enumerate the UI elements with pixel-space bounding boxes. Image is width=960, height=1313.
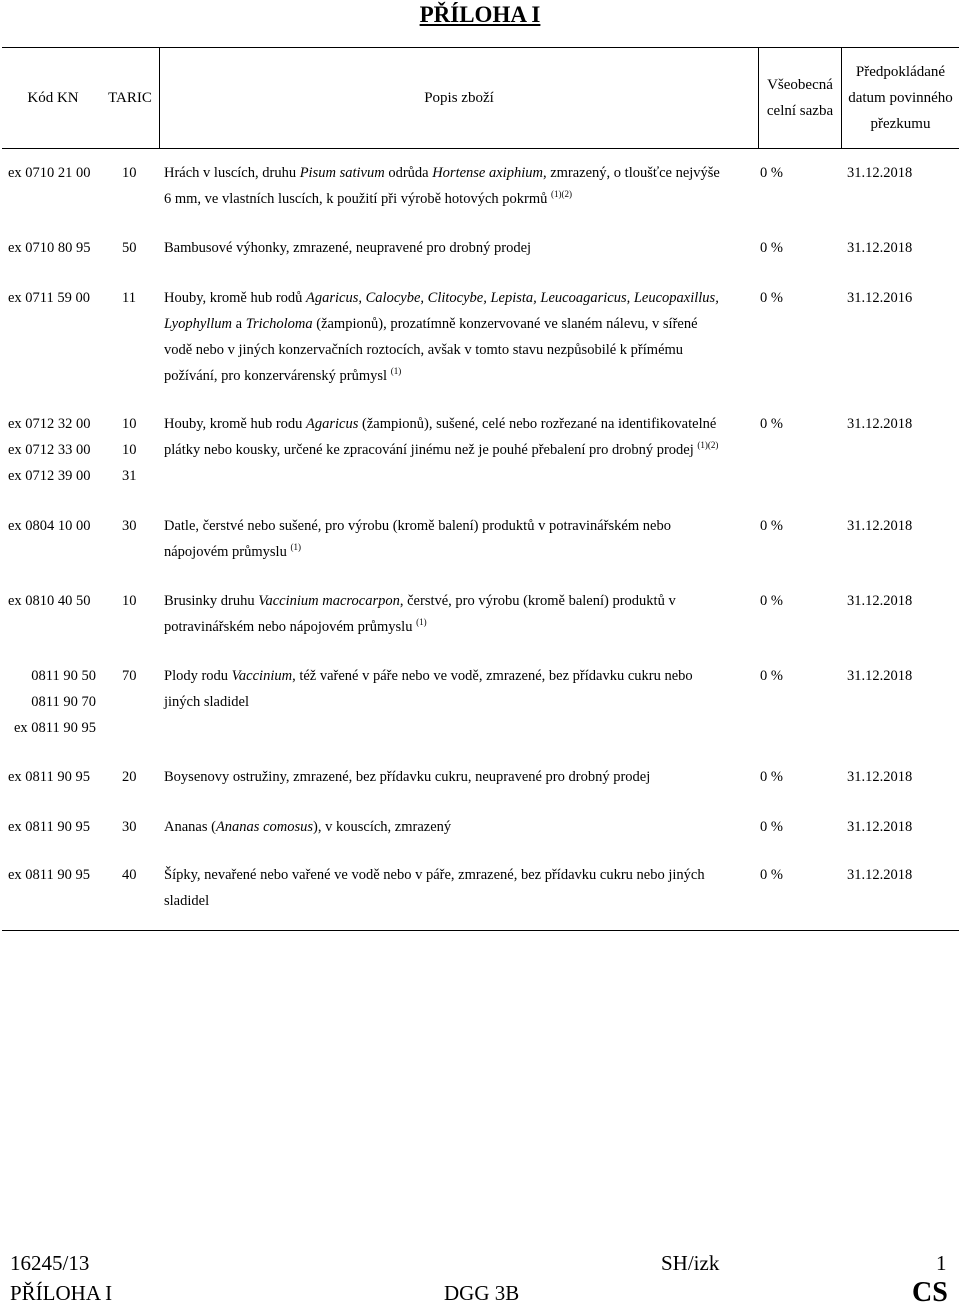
description-cell bbox=[164, 160, 752, 212]
description-text: , též vařené v páře nebo ve vodě, zmrazené, bez přídavku cukru nebo bbox=[292, 668, 693, 684]
taric-code: 10 bbox=[122, 416, 137, 432]
taric-cell bbox=[122, 764, 152, 790]
review-date: 31.12.2018 bbox=[847, 240, 913, 256]
doc-number: 16245/13 bbox=[10, 1251, 90, 1275]
description-text: potravinářském nebo nápojovém průmyslu bbox=[164, 619, 417, 635]
kod-kn: ex 0710 80 95 bbox=[8, 240, 91, 256]
description-cell bbox=[164, 235, 752, 261]
description-text: sladidel bbox=[164, 893, 210, 909]
description-line bbox=[164, 814, 752, 840]
kod-kn: ex 0804 10 00 bbox=[8, 518, 91, 534]
description-text: 6 mm, ve vlastních luscích, k použití při výrobě hotových pokrmů bbox=[164, 191, 552, 207]
kod-kn-cell bbox=[8, 862, 108, 888]
annex-label: PŘÍLOHA I bbox=[10, 1281, 113, 1305]
footnote-ref: (1) bbox=[290, 542, 301, 552]
page-footer bbox=[0, 1248, 960, 1313]
page-title: PŘÍLOHA I bbox=[419, 2, 541, 27]
taric-code: 50 bbox=[122, 240, 137, 256]
taric-cell bbox=[122, 814, 152, 840]
description-cell bbox=[164, 285, 752, 389]
description-line bbox=[164, 160, 752, 186]
kod-kn-cell bbox=[8, 764, 108, 790]
duty-rate: 0 % bbox=[760, 290, 783, 306]
description-text: Vaccinium macrocarpon bbox=[258, 593, 400, 609]
description-text: požívání, pro konzervárenský průmysl bbox=[164, 368, 391, 384]
taric-code: 30 bbox=[122, 518, 137, 534]
description-line bbox=[164, 411, 752, 437]
description-line bbox=[164, 663, 752, 689]
footnote-ref: (1) bbox=[416, 617, 427, 627]
description-text: Pisum sativum bbox=[299, 165, 385, 181]
description-cell bbox=[164, 764, 752, 790]
kod-kn-cell bbox=[8, 285, 108, 311]
description-cell bbox=[164, 513, 752, 565]
description-text: Datle, čerstvé nebo sušené, pro výrobu (kromě balení) produktů v potravinářském nebo bbox=[164, 518, 671, 534]
language-code: CS bbox=[912, 1277, 948, 1308]
description-text: Houby, kromě hub rodů bbox=[164, 290, 307, 306]
description-text: Boysenovy ostružiny, zmrazené, bez přídavku cukru, neupravené pro drobný prodej bbox=[164, 769, 651, 785]
description-text: Bambusové výhonky, zmrazené, neupravené pro drobný prodej bbox=[164, 240, 532, 256]
kod-kn: ex 0811 90 95 bbox=[8, 819, 91, 835]
taric-cell bbox=[122, 513, 152, 539]
kod-kn: ex 0712 32 00 bbox=[8, 416, 91, 432]
description-line bbox=[164, 285, 752, 311]
description-text: Houby, kromě hub rodu bbox=[164, 416, 307, 432]
initials: SH/izk bbox=[661, 1251, 720, 1275]
taric-cell bbox=[122, 588, 152, 614]
taric-cell bbox=[122, 235, 152, 261]
duty-rate: 0 % bbox=[760, 668, 783, 684]
taric-code: 70 bbox=[122, 668, 137, 684]
kod-kn: ex 0712 39 00 bbox=[8, 468, 91, 484]
kod-kn-cell bbox=[8, 411, 108, 489]
duty-rate: 0 % bbox=[760, 165, 783, 181]
footnote-ref: (1)(2) bbox=[697, 440, 719, 450]
description-text: a bbox=[232, 316, 246, 332]
header-sazba: Všeobecná celní sazba bbox=[766, 77, 834, 119]
review-date: 31.12.2018 bbox=[847, 518, 913, 534]
review-date: 31.12.2018 bbox=[847, 867, 913, 883]
kod-kn: ex 0811 90 95 bbox=[8, 769, 91, 785]
description-text: (žampionů), sušené, celé nebo rozřezané na identifikovatelné bbox=[358, 416, 717, 432]
taric-code: 30 bbox=[122, 819, 137, 835]
description-text: jiných sladidel bbox=[164, 694, 249, 710]
taric-code: 10 bbox=[122, 442, 137, 458]
taric-code: 31 bbox=[122, 468, 137, 484]
kod-kn-cell bbox=[8, 588, 108, 614]
taric-code: 11 bbox=[122, 290, 136, 306]
review-date: 31.12.2018 bbox=[847, 769, 913, 785]
duty-rate: 0 % bbox=[760, 769, 783, 785]
description-line bbox=[164, 539, 752, 565]
description-text: Lyophyllum bbox=[164, 316, 233, 332]
review-date: 31.12.2016 bbox=[847, 290, 913, 306]
header-datum: Předpokládané datum povinného přezkumu bbox=[848, 64, 953, 132]
kod-kn-cell bbox=[8, 235, 108, 261]
description-text: nápojovém průmyslu bbox=[164, 544, 291, 560]
description-text: Agaricus bbox=[306, 416, 359, 432]
review-date: 31.12.2018 bbox=[847, 416, 913, 432]
page-number: 1 bbox=[936, 1251, 947, 1275]
kod-kn: ex 0811 90 95 bbox=[8, 867, 91, 883]
review-date: 31.12.2018 bbox=[847, 819, 913, 835]
kod-kn: ex 0811 90 95 bbox=[13, 720, 96, 736]
description-text: Hortense axiphium bbox=[432, 165, 543, 181]
description-text: plátky nebo kousky, určené ke zpracování jinému než je pouhé přebalení pro drobný prodej bbox=[164, 442, 698, 458]
description-line bbox=[164, 437, 752, 463]
description-line bbox=[164, 311, 752, 337]
description-line bbox=[164, 888, 752, 914]
header-kod-kn: Kód KN bbox=[27, 90, 79, 106]
description-text: Šípky, nevařené nebo vařené ve vodě nebo v páře, zmrazené, bez přídavku cukru nebo jiných bbox=[164, 867, 705, 883]
kod-kn-cell bbox=[2, 663, 96, 741]
footnote-ref: (1)(2) bbox=[551, 189, 573, 199]
taric-cell bbox=[122, 663, 152, 689]
description-text: Hrách v luscích, druhu bbox=[164, 165, 300, 181]
description-cell bbox=[164, 588, 752, 640]
kod-kn: 0811 90 50 bbox=[31, 668, 96, 684]
duty-rate: 0 % bbox=[760, 819, 783, 835]
kod-kn: ex 0810 40 50 bbox=[8, 593, 91, 609]
taric-code: 10 bbox=[122, 593, 137, 609]
description-text: Plody rodu bbox=[164, 668, 232, 684]
description-text: Vaccinium bbox=[231, 668, 293, 684]
description-line bbox=[164, 235, 752, 261]
description-cell bbox=[164, 862, 752, 914]
description-line bbox=[164, 764, 752, 790]
taric-cell bbox=[122, 285, 152, 311]
description-cell bbox=[164, 411, 752, 463]
kod-kn: 0811 90 70 bbox=[31, 694, 96, 710]
taric-cell bbox=[122, 411, 152, 489]
description-text: ), v kouscích, zmrazený bbox=[313, 819, 452, 835]
kod-kn: ex 0711 59 00 bbox=[8, 290, 91, 306]
review-date: 31.12.2018 bbox=[847, 593, 913, 609]
description-text: odrůda bbox=[384, 165, 433, 181]
description-line bbox=[164, 588, 752, 614]
kod-kn: ex 0712 33 00 bbox=[8, 442, 91, 458]
description-cell bbox=[164, 814, 752, 840]
review-date: 31.12.2018 bbox=[847, 165, 913, 181]
taric-cell bbox=[122, 160, 152, 186]
review-date: 31.12.2018 bbox=[847, 668, 913, 684]
description-text: Brusinky druhu bbox=[164, 593, 259, 609]
description-line bbox=[164, 689, 752, 715]
description-text: , čerstvé, pro výrobu (kromě balení) produktů v bbox=[399, 593, 676, 609]
kod-kn-cell bbox=[8, 513, 108, 539]
dgg-label: DGG 3B bbox=[444, 1281, 520, 1305]
taric-code: 10 bbox=[122, 165, 137, 181]
description-line bbox=[164, 186, 752, 212]
description-text: , zmrazený, o tloušťce nejvýše bbox=[542, 165, 720, 181]
duty-rate: 0 % bbox=[760, 867, 783, 883]
description-text: vodě nebo v jiných konzervačních roztocích, avšak v tomto stavu nezpůsobilé k přímému bbox=[164, 342, 684, 358]
taric-code: 40 bbox=[122, 867, 137, 883]
footnote-ref: (1) bbox=[390, 366, 402, 376]
description-text: Agaricus, Calocybe, Clitocybe, Lepista, Leucoagaricus, Leucopaxillus, bbox=[306, 290, 719, 306]
taric-code: 20 bbox=[122, 769, 137, 785]
kod-kn-cell bbox=[8, 160, 108, 186]
description-text: Ananas ( bbox=[164, 819, 216, 835]
description-cell bbox=[164, 663, 752, 715]
description-line bbox=[164, 862, 752, 888]
header-taric: TARIC bbox=[108, 90, 152, 106]
taric-cell bbox=[122, 862, 152, 888]
kod-kn: ex 0710 21 00 bbox=[8, 165, 91, 181]
description-text: Tricholoma bbox=[245, 316, 313, 332]
duty-rate: 0 % bbox=[760, 593, 783, 609]
description-line bbox=[164, 614, 752, 640]
tariff-table bbox=[2, 47, 959, 931]
description-line bbox=[164, 513, 752, 539]
description-line bbox=[164, 363, 752, 389]
description-text: Ananas comosus bbox=[215, 819, 314, 835]
duty-rate: 0 % bbox=[760, 416, 783, 432]
description-line bbox=[164, 337, 752, 363]
duty-rate: 0 % bbox=[760, 240, 783, 256]
header-popis: Popis zboží bbox=[424, 90, 494, 106]
kod-kn-cell bbox=[8, 814, 108, 840]
header-separator bbox=[2, 148, 959, 149]
description-text: (žampionů), prozatímně konzervované ve slaném nálevu, v sířené bbox=[312, 316, 698, 332]
duty-rate: 0 % bbox=[760, 518, 783, 534]
